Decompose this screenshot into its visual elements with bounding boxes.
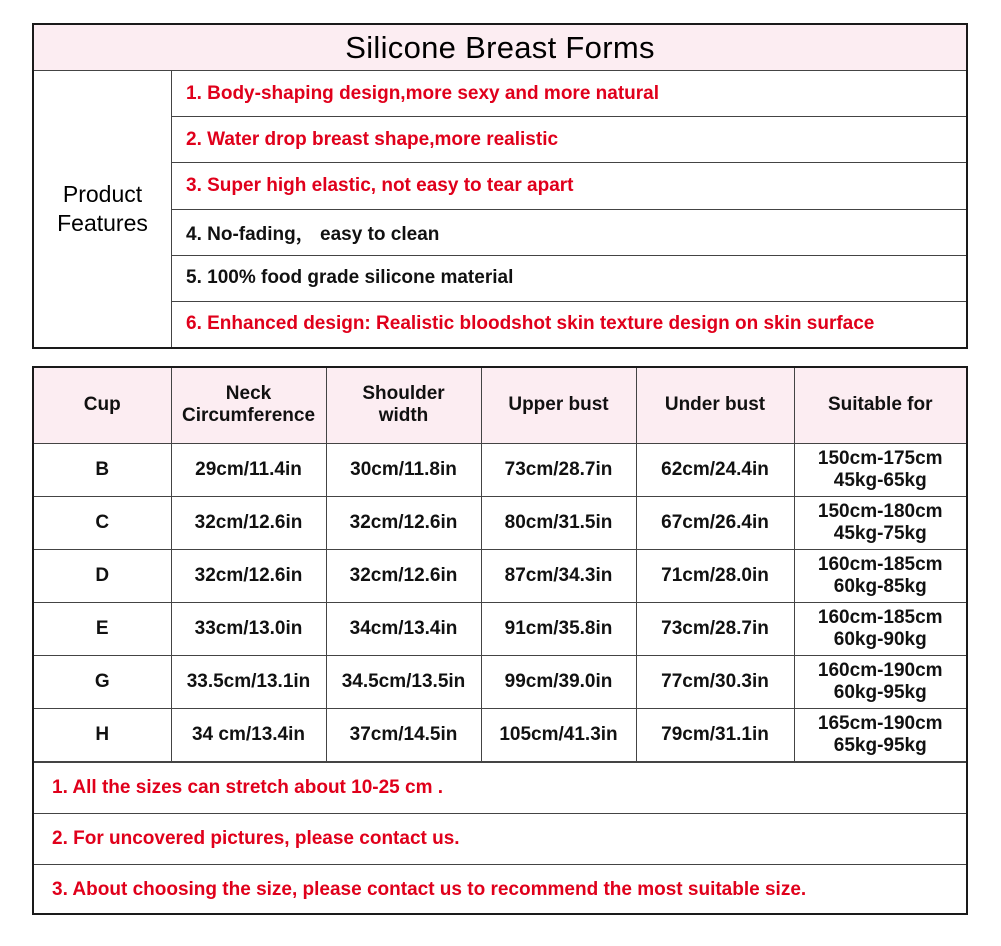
feature-text: 2. Water drop breast shape,more realistic xyxy=(186,128,559,150)
shoulder-cell: 34.5cm/13.5in xyxy=(326,655,481,708)
features-label-line1: Product xyxy=(62,181,143,207)
suitable-height: 150cm-175cm xyxy=(817,447,943,469)
size-row-c xyxy=(34,496,966,549)
upper-bust-cell: 80cm/31.5in xyxy=(481,496,636,549)
suitable-weight: 60kg-85kg xyxy=(833,575,927,597)
features-list xyxy=(172,71,966,347)
feature-item xyxy=(172,71,966,117)
under-bust-cell: 77cm/30.3in xyxy=(636,655,794,708)
features-body xyxy=(34,71,966,347)
under-bust-cell: 73cm/28.7in xyxy=(636,602,794,655)
header-shoulder xyxy=(326,368,481,443)
note-item: 3. About choosing the size, please contact us to recommend the most suitable size. xyxy=(34,864,966,915)
header-cup: Cup xyxy=(34,368,171,443)
suitable-for-cell xyxy=(794,443,966,496)
cup-cell: C xyxy=(34,496,171,549)
product-features-box xyxy=(32,23,968,349)
cup-cell: E xyxy=(34,602,171,655)
cup-cell: B xyxy=(34,443,171,496)
header-neck-line1: Neck xyxy=(225,383,272,405)
shoulder-cell: 34cm/13.4in xyxy=(326,602,481,655)
header-neck-line2: Circumference xyxy=(181,405,316,427)
header-shoulder-line2: width xyxy=(378,405,429,427)
suitable-for-cell xyxy=(794,602,966,655)
suitable-height: 160cm-185cm xyxy=(817,553,943,575)
feature-text: 3. Super high elastic, not easy to tear apart xyxy=(186,174,574,196)
suitable-height: 165cm-190cm xyxy=(817,712,943,734)
shoulder-cell: 32cm/12.6in xyxy=(326,496,481,549)
suitable-height: 160cm-190cm xyxy=(817,659,943,681)
size-table-header-row xyxy=(34,368,966,443)
upper-bust-cell: 105cm/41.3in xyxy=(481,708,636,761)
header-suitable-for: Suitable for xyxy=(794,368,966,443)
suitable-weight: 65kg-95kg xyxy=(833,734,927,756)
size-row-b xyxy=(34,443,966,496)
suitable-for-cell xyxy=(794,496,966,549)
suitable-for-cell xyxy=(794,655,966,708)
suitable-weight: 45kg-65kg xyxy=(833,469,927,491)
size-row-g xyxy=(34,655,966,708)
suitable-height: 160cm-185cm xyxy=(817,606,943,628)
size-table-body xyxy=(34,443,966,761)
under-bust-cell: 67cm/26.4in xyxy=(636,496,794,549)
size-table xyxy=(34,368,966,762)
feature-item xyxy=(172,256,966,302)
neck-cell: 32cm/12.6in xyxy=(171,496,326,549)
upper-bust-cell: 87cm/34.3in xyxy=(481,549,636,602)
header-shoulder-line1: Shoulder xyxy=(362,383,445,405)
neck-cell: 33.5cm/13.1in xyxy=(171,655,326,708)
neck-cell: 33cm/13.0in xyxy=(171,602,326,655)
suitable-for-cell xyxy=(794,549,966,602)
under-bust-cell: 62cm/24.4in xyxy=(636,443,794,496)
header-under-bust: Under bust xyxy=(636,368,794,443)
upper-bust-cell: 99cm/39.0in xyxy=(481,655,636,708)
shoulder-cell: 32cm/12.6in xyxy=(326,549,481,602)
header-neck xyxy=(171,368,326,443)
size-row-d xyxy=(34,549,966,602)
header-upper-bust: Upper bust xyxy=(481,368,636,443)
suitable-weight: 60kg-90kg xyxy=(833,628,927,650)
cup-cell: D xyxy=(34,549,171,602)
under-bust-cell: 79cm/31.1in xyxy=(636,708,794,761)
cup-cell: H xyxy=(34,708,171,761)
suitable-weight: 45kg-75kg xyxy=(833,522,927,544)
feature-text: 6. Enhanced design: Realistic bloodshot skin texture design on skin surface xyxy=(186,313,875,335)
cup-cell: G xyxy=(34,655,171,708)
page-title: Silicone Breast Forms xyxy=(34,25,966,71)
feature-item xyxy=(172,163,966,209)
notes-list xyxy=(34,762,966,915)
neck-cell: 34 cm/13.4in xyxy=(171,708,326,761)
feature-item xyxy=(172,210,966,256)
upper-bust-cell: 91cm/35.8in xyxy=(481,602,636,655)
shoulder-cell: 30cm/11.8in xyxy=(326,443,481,496)
note-item: 2. For uncovered pictures, please contact us. xyxy=(34,813,966,864)
shoulder-cell: 37cm/14.5in xyxy=(326,708,481,761)
size-row-e xyxy=(34,602,966,655)
neck-cell: 29cm/11.4in xyxy=(171,443,326,496)
neck-cell: 32cm/12.6in xyxy=(171,549,326,602)
features-label-line2: Features xyxy=(57,210,148,236)
feature-text: 5. 100% food grade silicone material xyxy=(186,267,514,289)
upper-bust-cell: 73cm/28.7in xyxy=(481,443,636,496)
feature-item xyxy=(172,302,966,347)
feature-text: 4. No-fading， easy to clean xyxy=(186,223,440,245)
suitable-height: 150cm-180cm xyxy=(817,500,943,522)
suitable-weight: 60kg-95kg xyxy=(833,681,927,703)
features-label xyxy=(34,71,172,347)
feature-text: 1. Body-shaping design,more sexy and more natural xyxy=(186,82,660,104)
size-chart-box xyxy=(32,366,968,915)
feature-item xyxy=(172,117,966,163)
under-bust-cell: 71cm/28.0in xyxy=(636,549,794,602)
note-item: 1. All the sizes can stretch about 10-25 cm . xyxy=(34,762,966,813)
size-row-h xyxy=(34,708,966,761)
suitable-for-cell xyxy=(794,708,966,761)
